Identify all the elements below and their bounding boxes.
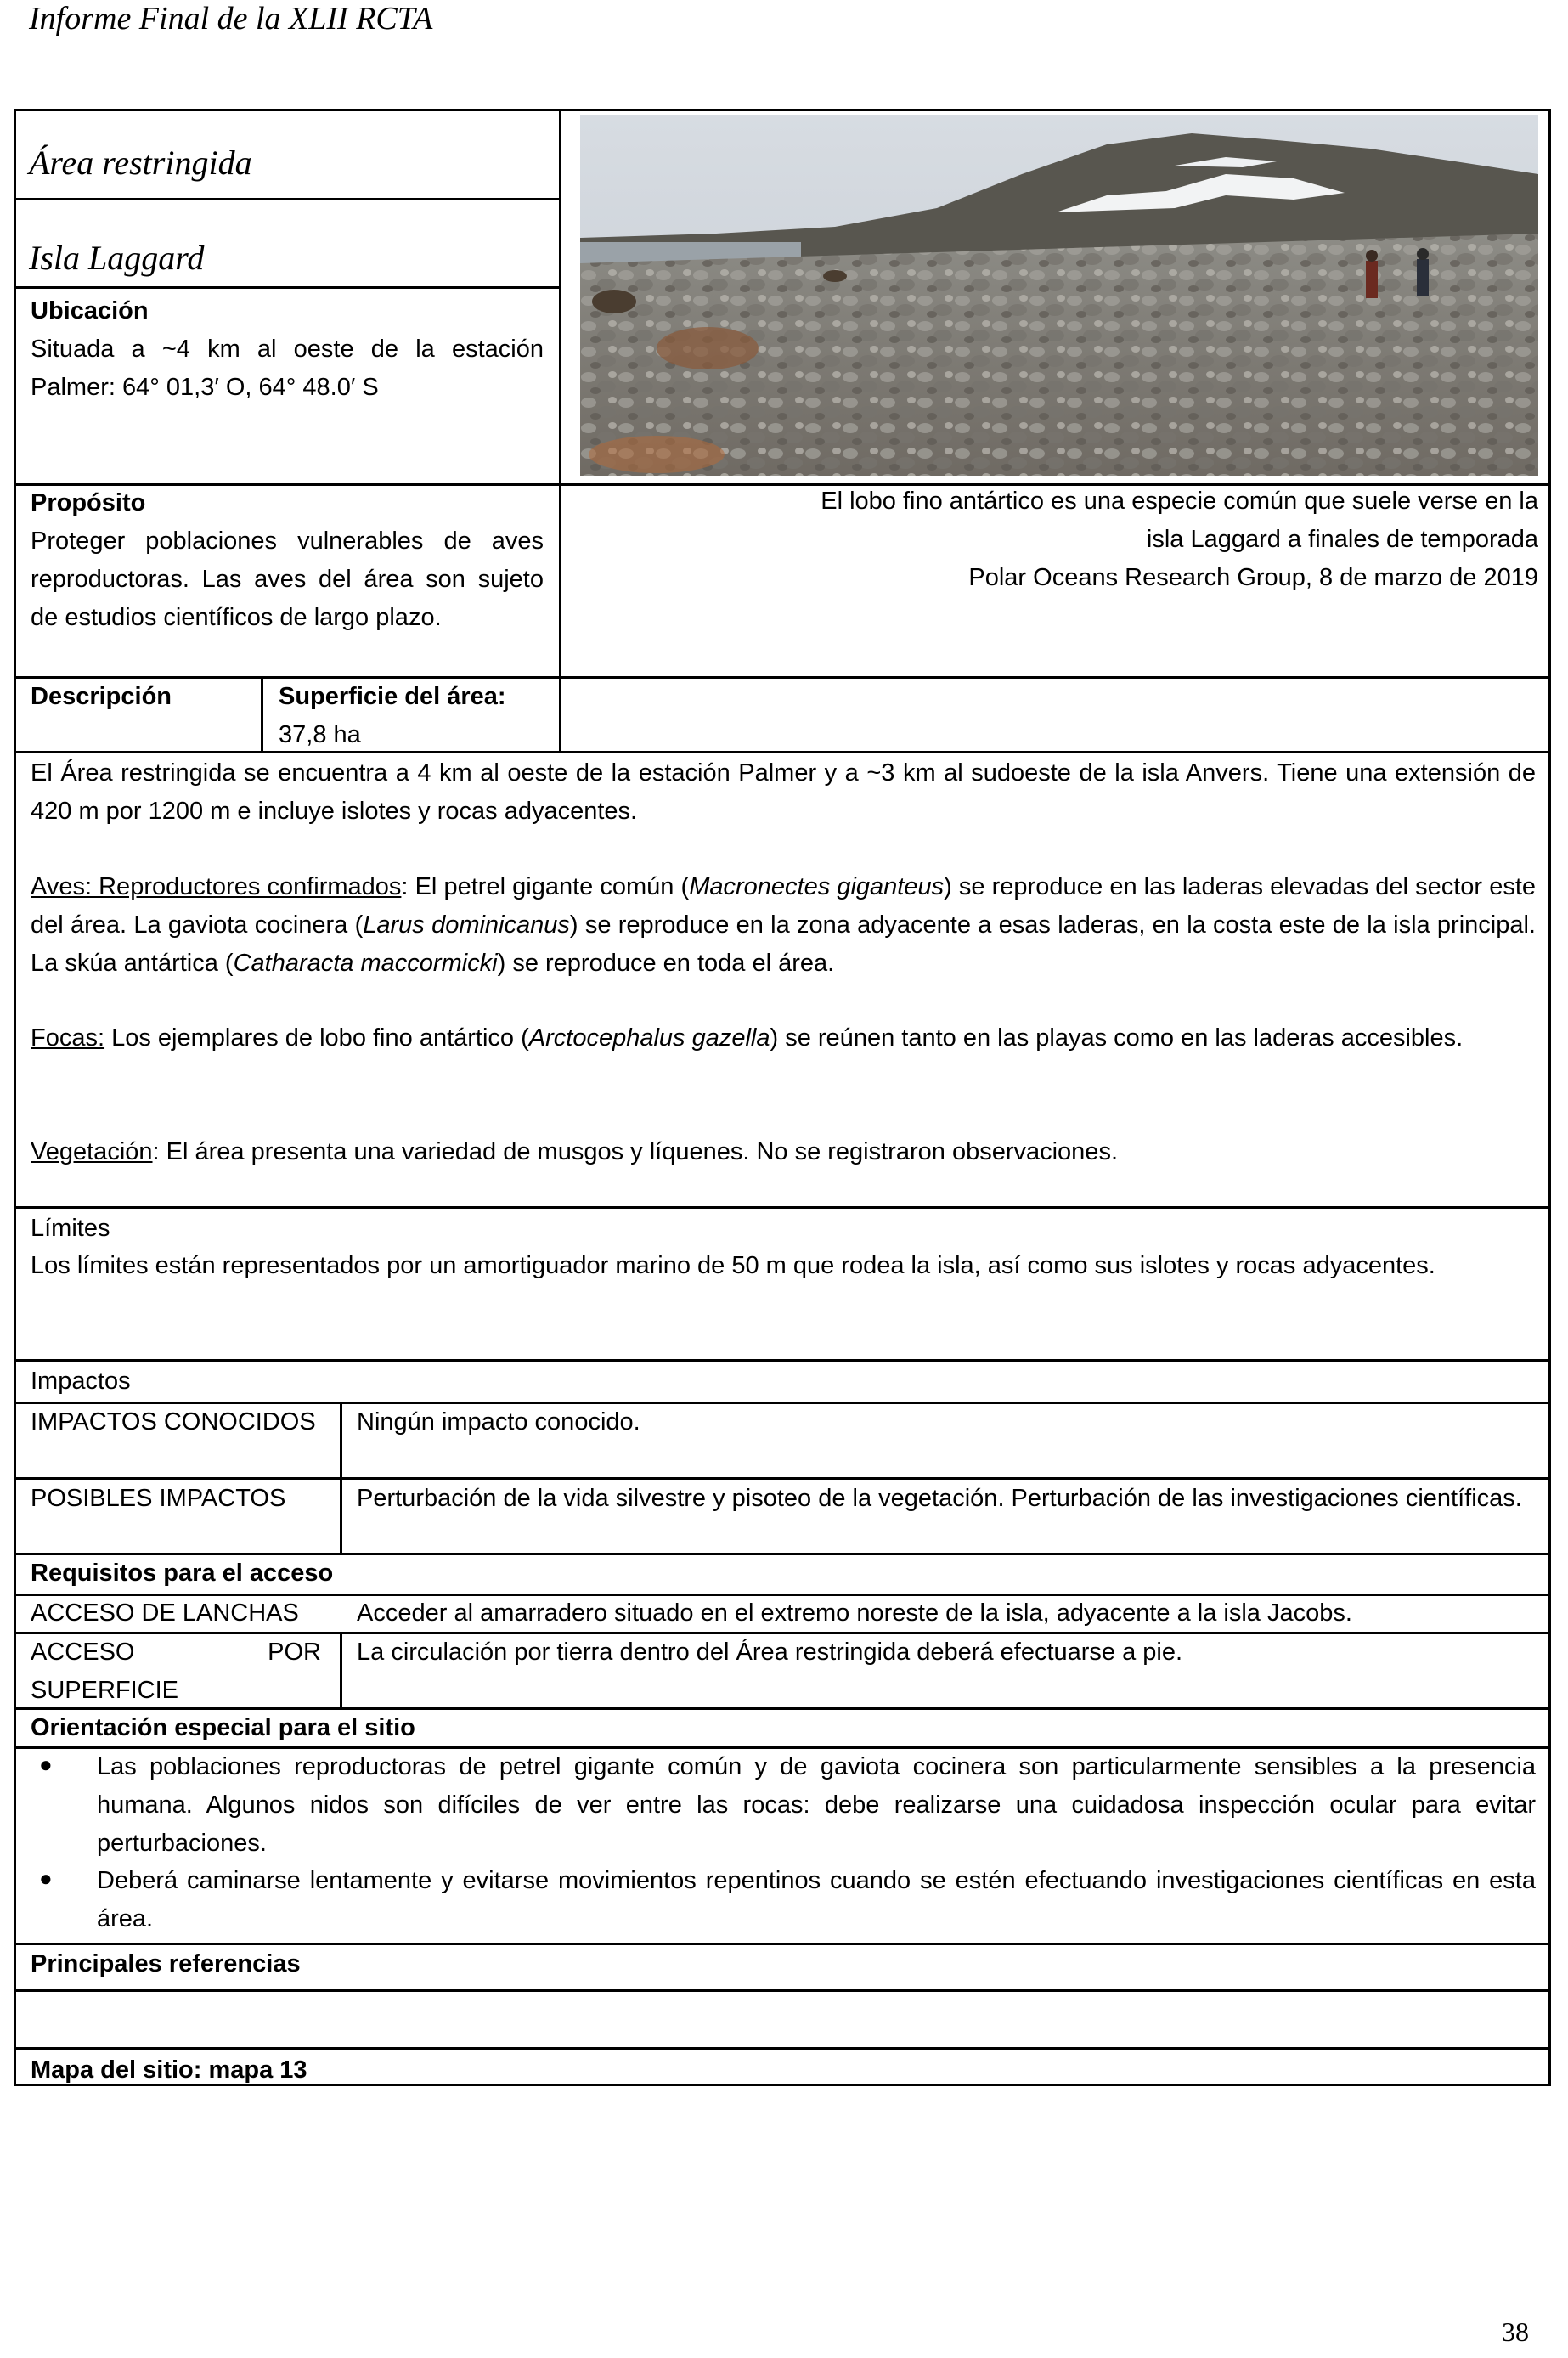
- access-label: Requisitos para el acceso: [31, 1560, 334, 1587]
- purpose-label: Propósito: [31, 489, 146, 516]
- vegetation-paragraph: Vegetación: El área presenta una variedad de musgos y líquenes. No se registraron observaciones.: [31, 1138, 1118, 1165]
- row-divider: [14, 2047, 1551, 2050]
- bullet-icon: ●: [39, 1752, 53, 1777]
- area-value: 37,8 ha: [279, 721, 361, 748]
- site-name: Isla Laggard: [29, 239, 205, 277]
- site-category: Área restringida: [29, 144, 252, 182]
- known-impacts-text: Ningún impacto conocido.: [357, 1408, 640, 1436]
- photo-credit: Polar Oceans Research Group, 8 de marzo de 2019: [968, 564, 1538, 591]
- photo-caption-line1: El lobo fino antártico es una especie común que suele verse en la: [821, 488, 1538, 515]
- location-label: Ubicación: [31, 297, 149, 324]
- document-header: Informe Final de la XLII RCTA: [29, 1, 433, 37]
- birds-paragraph: Aves: Reproductores confirmados: El petrel gigante común (Macronectes giganteus) se reproduce en las laderas elevadas del sector este del área. La gaviota cocinera (Larus dominicanus) se reproduce en la zona adyacente a esas laderas, en la costa este de la isla principal. La skúa antártica (Catharacta maccormicki) se reproduce en toda el área.: [31, 873, 1537, 977]
- species-name: Arctocephalus gazella: [528, 1024, 770, 1052]
- col-divider: [559, 109, 561, 753]
- col-divider: [340, 1632, 342, 1708]
- site-photo: [580, 115, 1538, 476]
- description-label: Descripción: [31, 683, 172, 710]
- surface-access-label: ACCESO POR SUPERFICIE: [31, 1639, 321, 1704]
- col-divider: [340, 1402, 342, 1554]
- row-divider: [14, 286, 561, 289]
- birds-heading: Aves: Reproductores confirmados: [31, 873, 402, 900]
- surface-access-text: La circulación por tierra dentro del Área restringida deberá efectuarse a pie.: [357, 1639, 1183, 1666]
- area-label: Superficie del área:: [279, 683, 506, 710]
- species-name: Macronectes giganteus: [689, 873, 945, 900]
- photo-caption-line2: isla Laggard a finales de temporada: [1146, 526, 1538, 553]
- references-label: Principales referencias: [31, 1950, 301, 1977]
- boat-access-text: Acceder al amarradero situado en el extremo noreste de la isla, adyacente a la isla Jacobs.: [357, 1599, 1352, 1627]
- bullet-icon: ●: [39, 1865, 53, 1891]
- guidance-label: Orientación especial para el sitio: [31, 1714, 415, 1741]
- limits-label: Límites: [31, 1215, 110, 1242]
- known-impacts-label: IMPACTOS CONOCIDOS: [31, 1408, 316, 1436]
- possible-impacts-text: Perturbación de la vida silvestre y pisoteo de la vegetación. Perturbación de las investigaciones científicas.: [357, 1485, 1522, 1512]
- purpose-text: Proteger poblaciones vulnerables de aves reproductoras. Las aves del área son sujeto de estudios científicos de largo plazo.: [31, 527, 544, 631]
- page-number: 38: [1502, 2316, 1529, 2347]
- vegetation-heading: Vegetación: [31, 1138, 153, 1165]
- row-divider: [14, 1206, 1551, 1209]
- impacts-label: Impactos: [31, 1368, 131, 1395]
- col-divider: [261, 676, 263, 753]
- species-name: Catharacta maccormicki: [233, 950, 498, 977]
- limits-text: Los límites están representados por un amortiguador marino de 50 m que rodea la isla, así como sus islotes y rocas adyacentes.: [31, 1252, 1435, 1279]
- boat-access-label: ACCESO DE LANCHAS: [31, 1599, 299, 1627]
- row-divider: [14, 751, 1551, 753]
- row-divider: [14, 1989, 1551, 1992]
- species-name: Larus dominicanus: [363, 911, 570, 939]
- description-paragraph: El Área restringida se encuentra a 4 km al oeste de la estación Palmer y a ~3 km al sudoeste de la isla Anvers. Tiene una extensión de 420 m por 1200 m e incluye islotes y rocas adyacentes.: [31, 759, 1536, 825]
- row-divider: [14, 676, 1551, 679]
- seals-heading: Focas:: [31, 1024, 105, 1052]
- location-text: Situada a ~4 km al oeste de la estación Palmer: 64° 01,3′ O, 64° 48.0′ S: [31, 336, 544, 401]
- row-divider: [14, 1359, 1551, 1362]
- possible-impacts-label: POSIBLES IMPACTOS: [31, 1485, 286, 1512]
- map-label: Mapa del sitio: mapa 13: [31, 2056, 307, 2084]
- seals-paragraph: Focas: Los ejemplares de lobo fino antártico (Arctocephalus gazella) se reúnen tanto en las playas como en las laderas accesibles.: [31, 1024, 1464, 1052]
- row-divider: [14, 198, 561, 200]
